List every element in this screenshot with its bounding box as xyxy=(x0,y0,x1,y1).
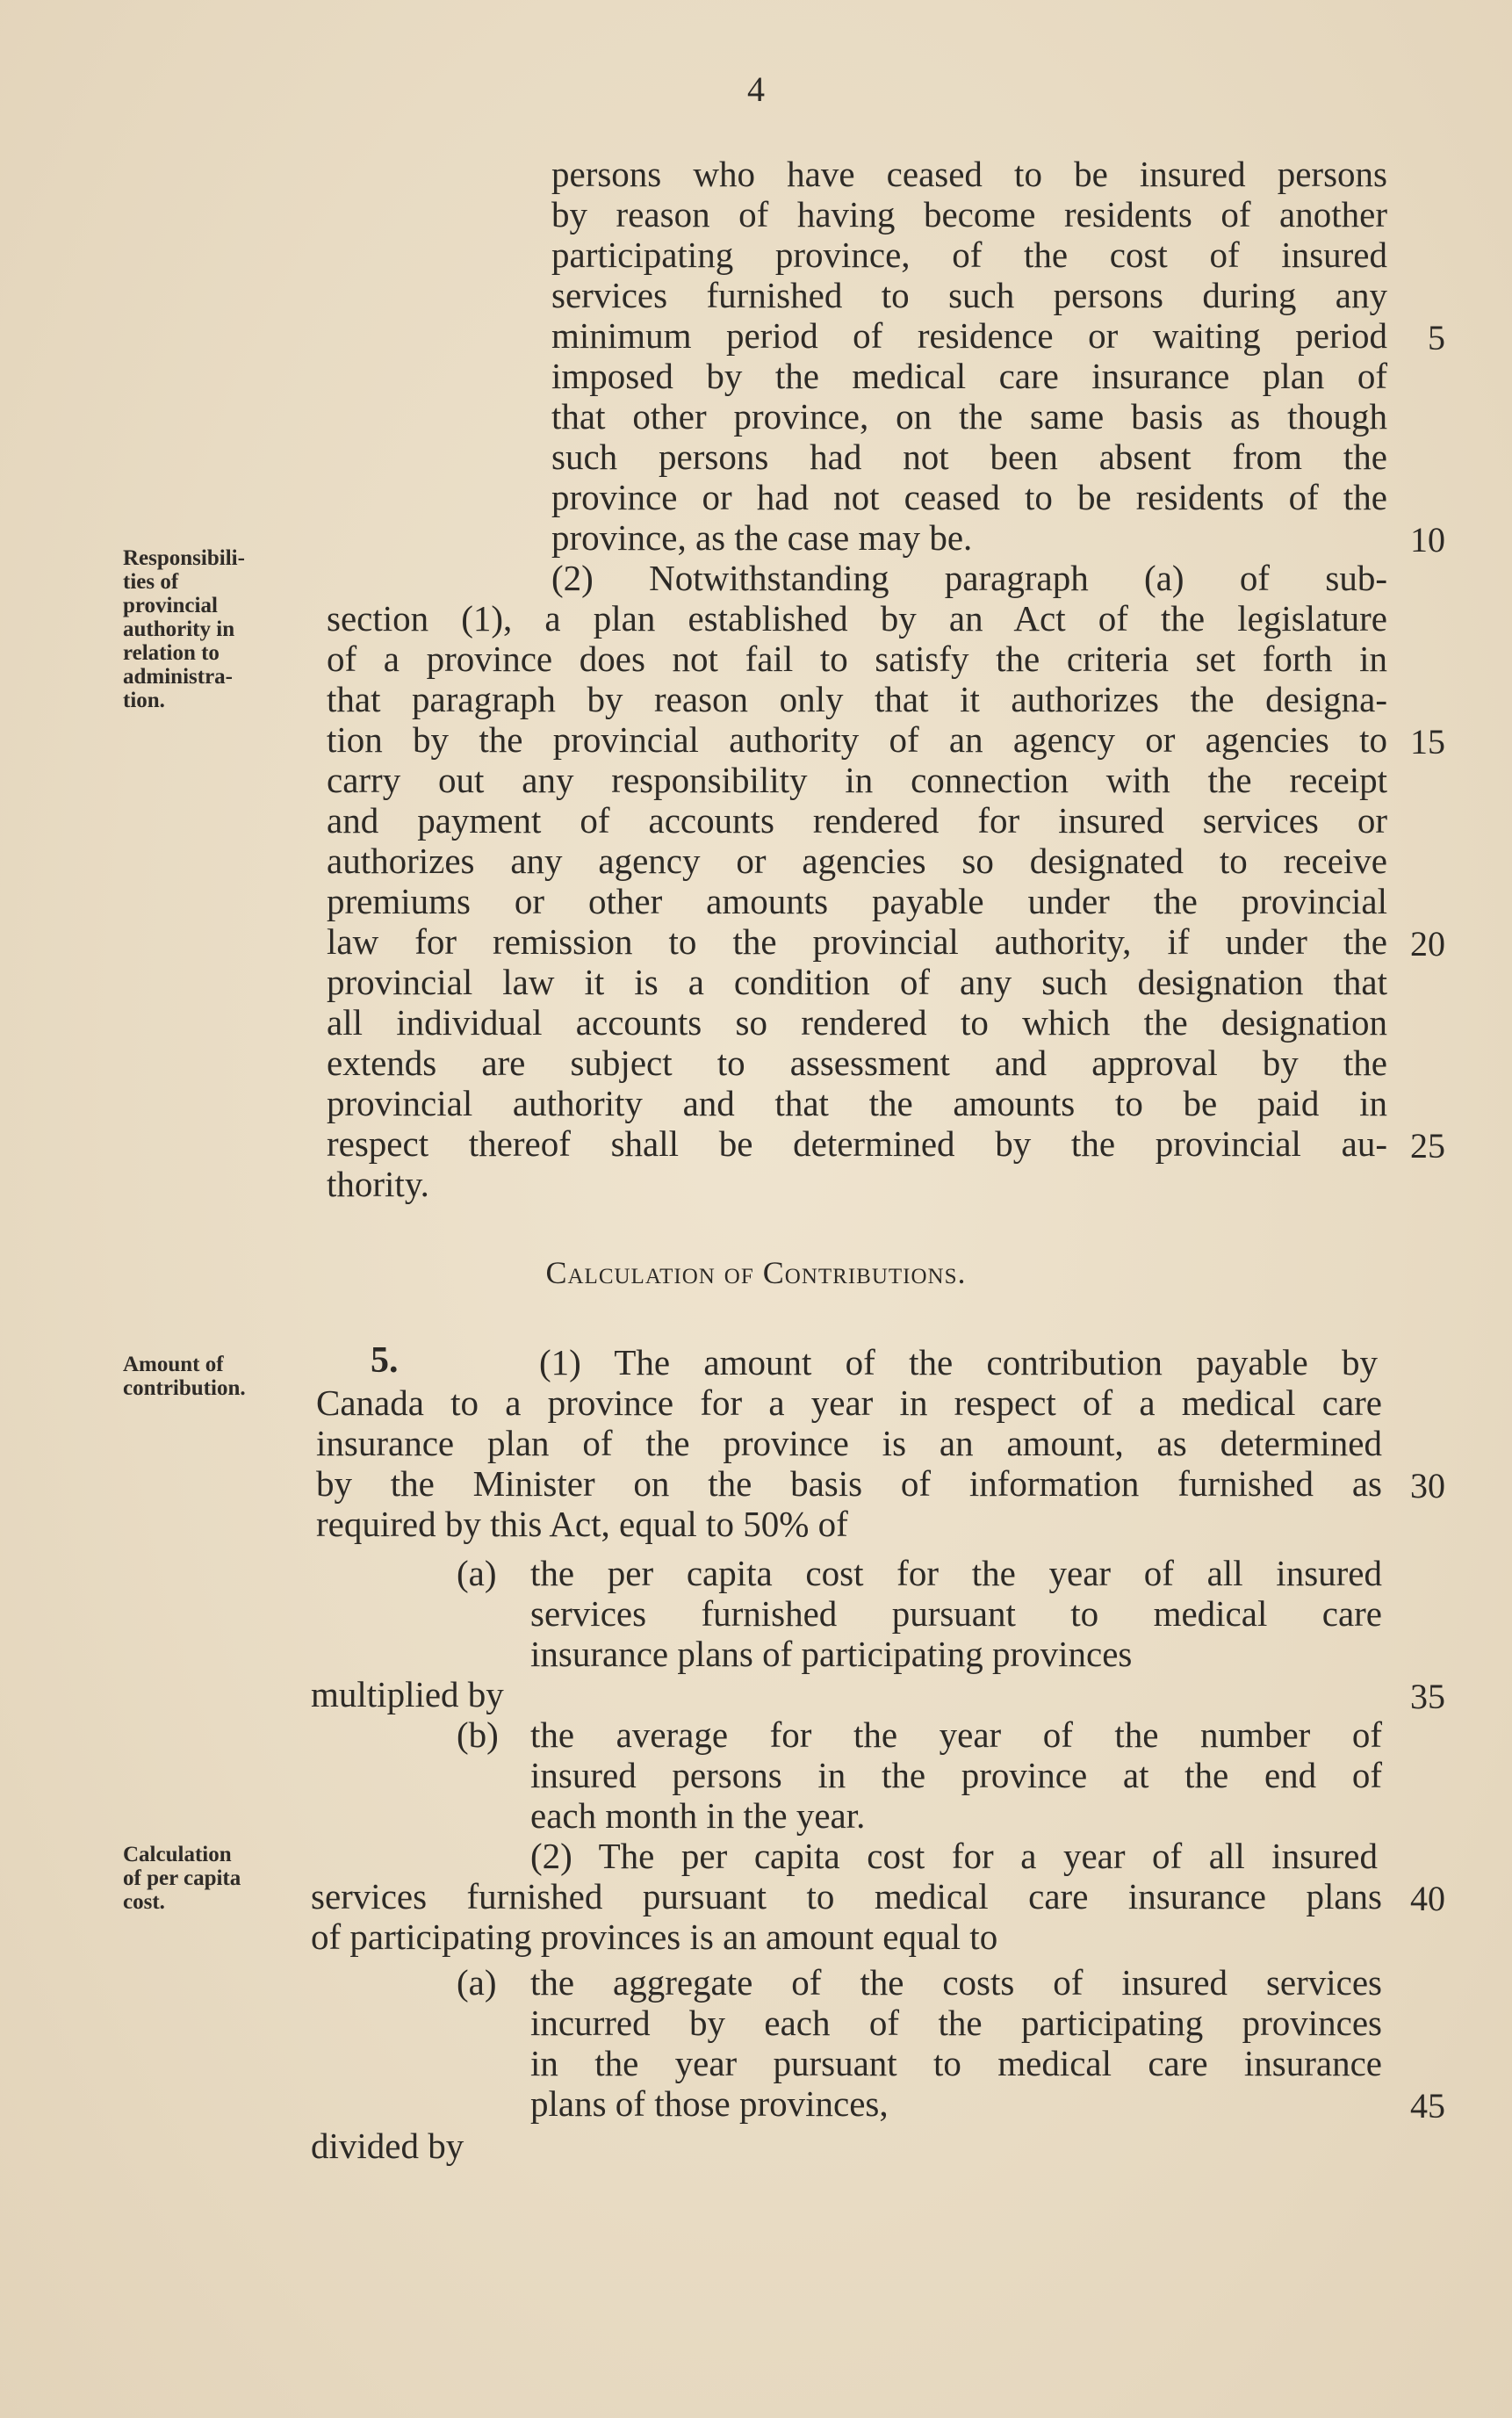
margin-note-amount-of-contribution: Amount of contribution. xyxy=(123,1353,246,1400)
text-line: such persons had not been absent from the xyxy=(551,437,1387,477)
paragraph-label: (a) xyxy=(457,1553,497,1593)
text-line: the per capita cost for the year of all insured xyxy=(530,1553,1382,1593)
page-number: 4 xyxy=(747,69,765,109)
text-line: (2) Notwithstanding paragraph (a) of sub- xyxy=(551,558,1387,598)
text-line: insurance plans of participating provinces xyxy=(530,1634,1133,1674)
line-number: 40 xyxy=(1410,1879,1445,1918)
text-line: in the year pursuant to medical care insurance xyxy=(530,2043,1382,2083)
text-line: province or had not ceased to be residents of the xyxy=(551,477,1387,517)
text-line: (2) The per capita cost for a year of all insured xyxy=(530,1836,1378,1876)
line-number: 25 xyxy=(1410,1126,1445,1166)
text-line: imposed by the medical care insurance plan of xyxy=(551,356,1387,396)
text-line: and payment of accounts rendered for insured services or xyxy=(327,800,1387,841)
text-line: services furnished pursuant to medical care insurance plans xyxy=(311,1876,1382,1916)
line-number: 35 xyxy=(1410,1677,1445,1716)
text-line: participating province, of the cost of insured xyxy=(551,235,1387,275)
text-line: section (1), a plan established by an Act of the legislature xyxy=(327,598,1387,639)
text-line: provincial authority and that the amounts to be paid in xyxy=(327,1083,1387,1123)
margin-note-calculation-per-capita: Calculation of per capita cost. xyxy=(123,1843,241,1914)
text-line: divided by xyxy=(311,2126,464,2166)
line-number: 45 xyxy=(1410,2086,1445,2126)
text-line: the aggregate of the costs of insured services xyxy=(530,1962,1382,2003)
margin-note-responsibilities: Responsibili- ties of provincial authority in relation to administra- tion. xyxy=(123,546,245,712)
text-line: incurred by each of the participating provinces xyxy=(530,2003,1382,2043)
text-line: extends are subject to assessment and approval by the xyxy=(327,1043,1387,1083)
text-line: Canada to a province for a year in respect of a medical care xyxy=(316,1382,1382,1423)
line-number: 20 xyxy=(1410,924,1445,964)
text-line: insurance plan of the province is an amount, as determined xyxy=(316,1423,1382,1463)
text-line: that paragraph by reason only that it authorizes the designa- xyxy=(327,679,1387,719)
text-line: of participating provinces is an amount equal to xyxy=(311,1916,998,1957)
text-line: plans of those provinces, xyxy=(530,2083,889,2124)
text-line: insured persons in the province at the end of xyxy=(530,1755,1382,1795)
section-number: 5. xyxy=(371,1340,399,1381)
text-line: services furnished pursuant to medical care xyxy=(530,1593,1382,1634)
paragraph-label: (b) xyxy=(457,1714,499,1755)
text-line: tion by the provincial authority of an agency or agencies to xyxy=(327,719,1387,760)
line-number: 15 xyxy=(1410,722,1445,761)
text-line: thority. xyxy=(327,1164,429,1204)
text-line: respect thereof shall be determined by the provincial au- xyxy=(327,1123,1387,1164)
text-line: (1) The amount of the contribution payable by xyxy=(539,1342,1378,1382)
line-number: 5 xyxy=(1428,318,1445,357)
text-line: province, as the case may be. xyxy=(551,517,973,558)
text-line: required by this Act, equal to 50% of xyxy=(316,1504,848,1544)
text-line: authorizes any agency or agencies so designated to receive xyxy=(327,841,1387,881)
text-line: minimum period of residence or waiting period xyxy=(551,315,1387,356)
text-line: by the Minister on the basis of information furnished as xyxy=(316,1463,1382,1504)
text-line: by reason of having become residents of another xyxy=(551,194,1387,235)
line-number: 10 xyxy=(1410,520,1445,559)
paragraph-label: (a) xyxy=(457,1962,497,2003)
text-line: premiums or other amounts payable under the provincial xyxy=(327,881,1387,921)
text-line: the average for the year of the number of xyxy=(530,1714,1382,1755)
text-line: each month in the year. xyxy=(530,1795,866,1836)
text-line: all individual accounts so rendered to which the designation xyxy=(327,1002,1387,1043)
text-line: of a province does not fail to satisfy the criteria set forth in xyxy=(327,639,1387,679)
text-line: law for remission to the provincial authority, if under the xyxy=(327,921,1387,962)
line-number: 30 xyxy=(1410,1466,1445,1505)
text-line: carry out any responsibility in connection with the receipt xyxy=(327,760,1387,800)
text-line: multiplied by xyxy=(311,1674,504,1714)
section-heading: Calculation of Contributions. xyxy=(545,1255,967,1290)
text-line: that other province, on the same basis as though xyxy=(551,396,1387,437)
text-line: services furnished to such persons during any xyxy=(551,275,1387,315)
text-line: persons who have ceased to be insured persons xyxy=(551,154,1387,194)
text-line: provincial law it is a condition of any such designation that xyxy=(327,962,1387,1002)
